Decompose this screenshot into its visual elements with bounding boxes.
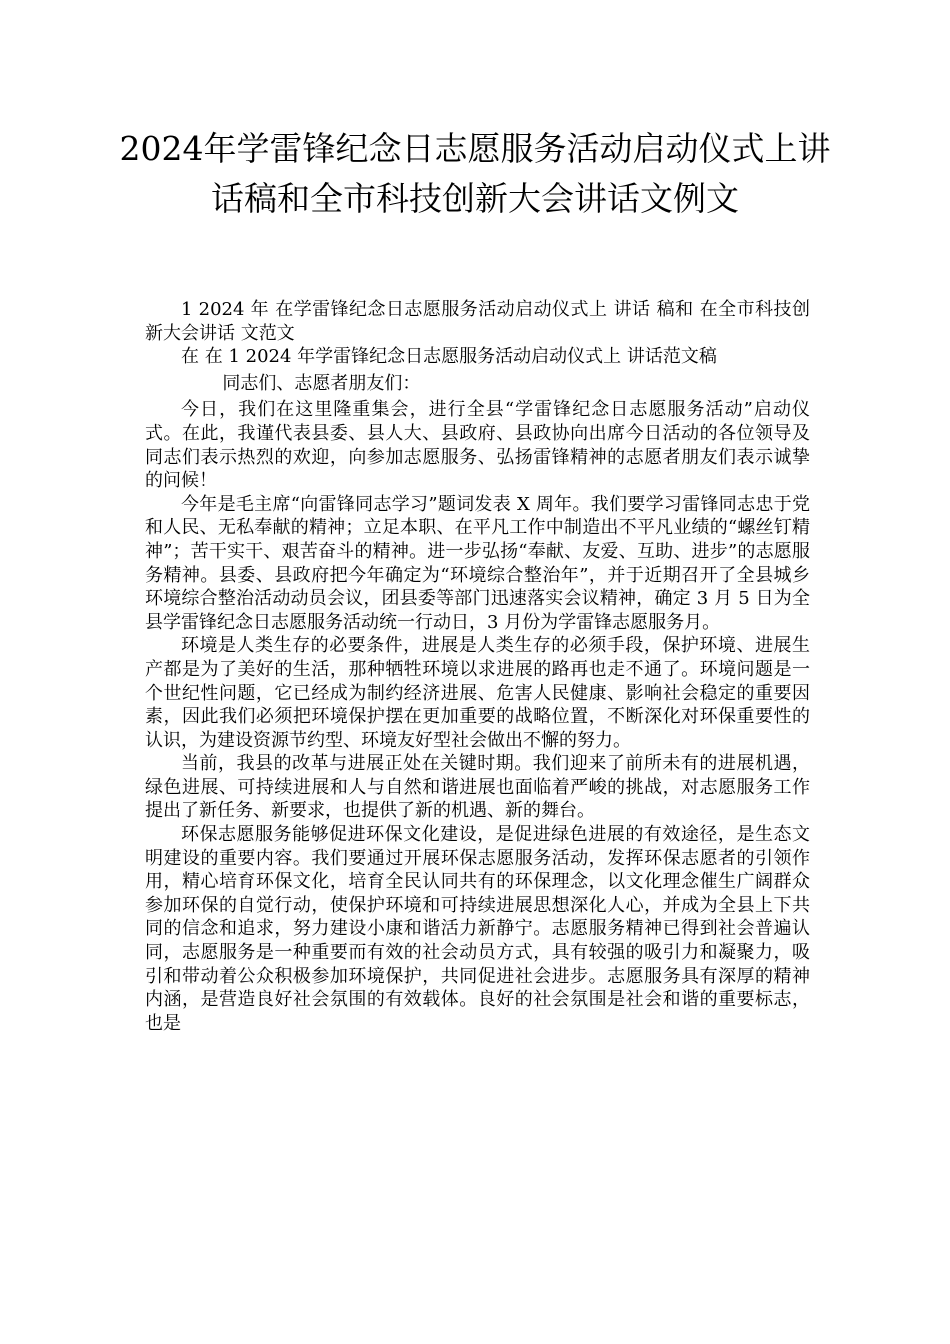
- paragraph-body-2: 今年是毛主席“向雷锋同志学习”题词发表 X 周年。我们要学习雷锋同志忠于党和人民、无私奉献的精神；立足本职、在平凡工作中制造出不平凡业绩的“螺丝钉精神”；苦干实干、艰苦奋斗的精神。进一步弘扬“奉献、友爱、互助、进步”的志愿服务精神。县委、县政府把今年确定为“环境综合整治年”，并于近期召开了全县城乡环境综合整治活动动员会议，团县委等部门迅速落实会议精神，确定 3 月 5 日为全县学雷锋纪念日志愿服务活动统一行动日，3 月份为学雷锋志愿服务月。: [145, 493, 810, 633]
- paragraph-salutation: 同志们、志愿者朋友们：: [222, 372, 421, 394]
- paragraph-body-3: 环境是人类生存的必要条件，进展是人类生存的必须手段，保护环境、进展生产都是为了美好的生活，那种牺牲环境以求进展的路再也走不通了。环境问题是一个世纪性问题，它已经成为制约经济进展、危害人民健康、影响社会稳定的重要因素，因此我们必须把环境保护摆在更加重要的战略位置，不断深化对环保重要性的认识，为建设资源节约型、环境友好型社会做出不懈的努力。: [145, 635, 810, 751]
- paragraph-subheading-line: 在 在 1 2024 年学雷锋纪念日志愿服务活动启动仪式上 讲话范文稿: [181, 346, 717, 368]
- document-body: [145, 298, 810, 1035]
- paragraph-body-4: 当前，我县的改革与进展正处在关键时期。我们迎来了前所未有的进展机遇，绿色进展、可持续进展和人与自然和谐进展也面临着严峻的挑战，对志愿服务工作提出了新任务、新要求，也提供了新的机遇、新的舞台。: [145, 753, 810, 822]
- paragraph-body-5: 环保志愿服务能够促进环保文化建设，是促进绿色进展的有效途径，是生态文明建设的重要内容。我们要通过开展环保志愿服务活动，发挥环保志愿者的引领作用，精心培育环保文化，培育全民认同共有的环保理念，以文化理念催生广阔群众参加环保的自觉行动，使保护环境和可持续进展思想深化人心，并成为全县上下共同的信念和追求，努力建设小康和谐活力新静宁。志愿服务精神已得到社会普遍认同，志愿服务是一种重要而有效的社会动员方式，具有较强的吸引力和凝聚力，吸引和带动着公众积极参加环境保护，共同促进社会进步。志愿服务具有深厚的精神内涵，是营造良好社会氛围的有效载体。良好的社会氛围是社会和谐的重要标志，也是: [145, 824, 810, 1034]
- paragraph-body-1: 今日，我们在这里隆重集会，进行全县“学雷锋纪念日志愿服务活动”启动仪式。在此，我谨代表县委、县人大、县政府、县政协向出席今日活动的各位领导及同志们表示热烈的欢迎，向参加志愿服务、弘扬雷锋精神的志愿者朋友们表示诚挚的问候！: [145, 399, 810, 492]
- paragraph-heading-line: 1 2024 年 在学雷锋纪念日志愿服务活动启动仪式上 讲话 稿和 在全市科技创新大会讲话 文范文: [145, 299, 810, 344]
- document-title: 2024年学雷锋纪念日志愿服务活动启动仪式上讲话稿和全市科技创新大会讲话文例文: [119, 129, 831, 218]
